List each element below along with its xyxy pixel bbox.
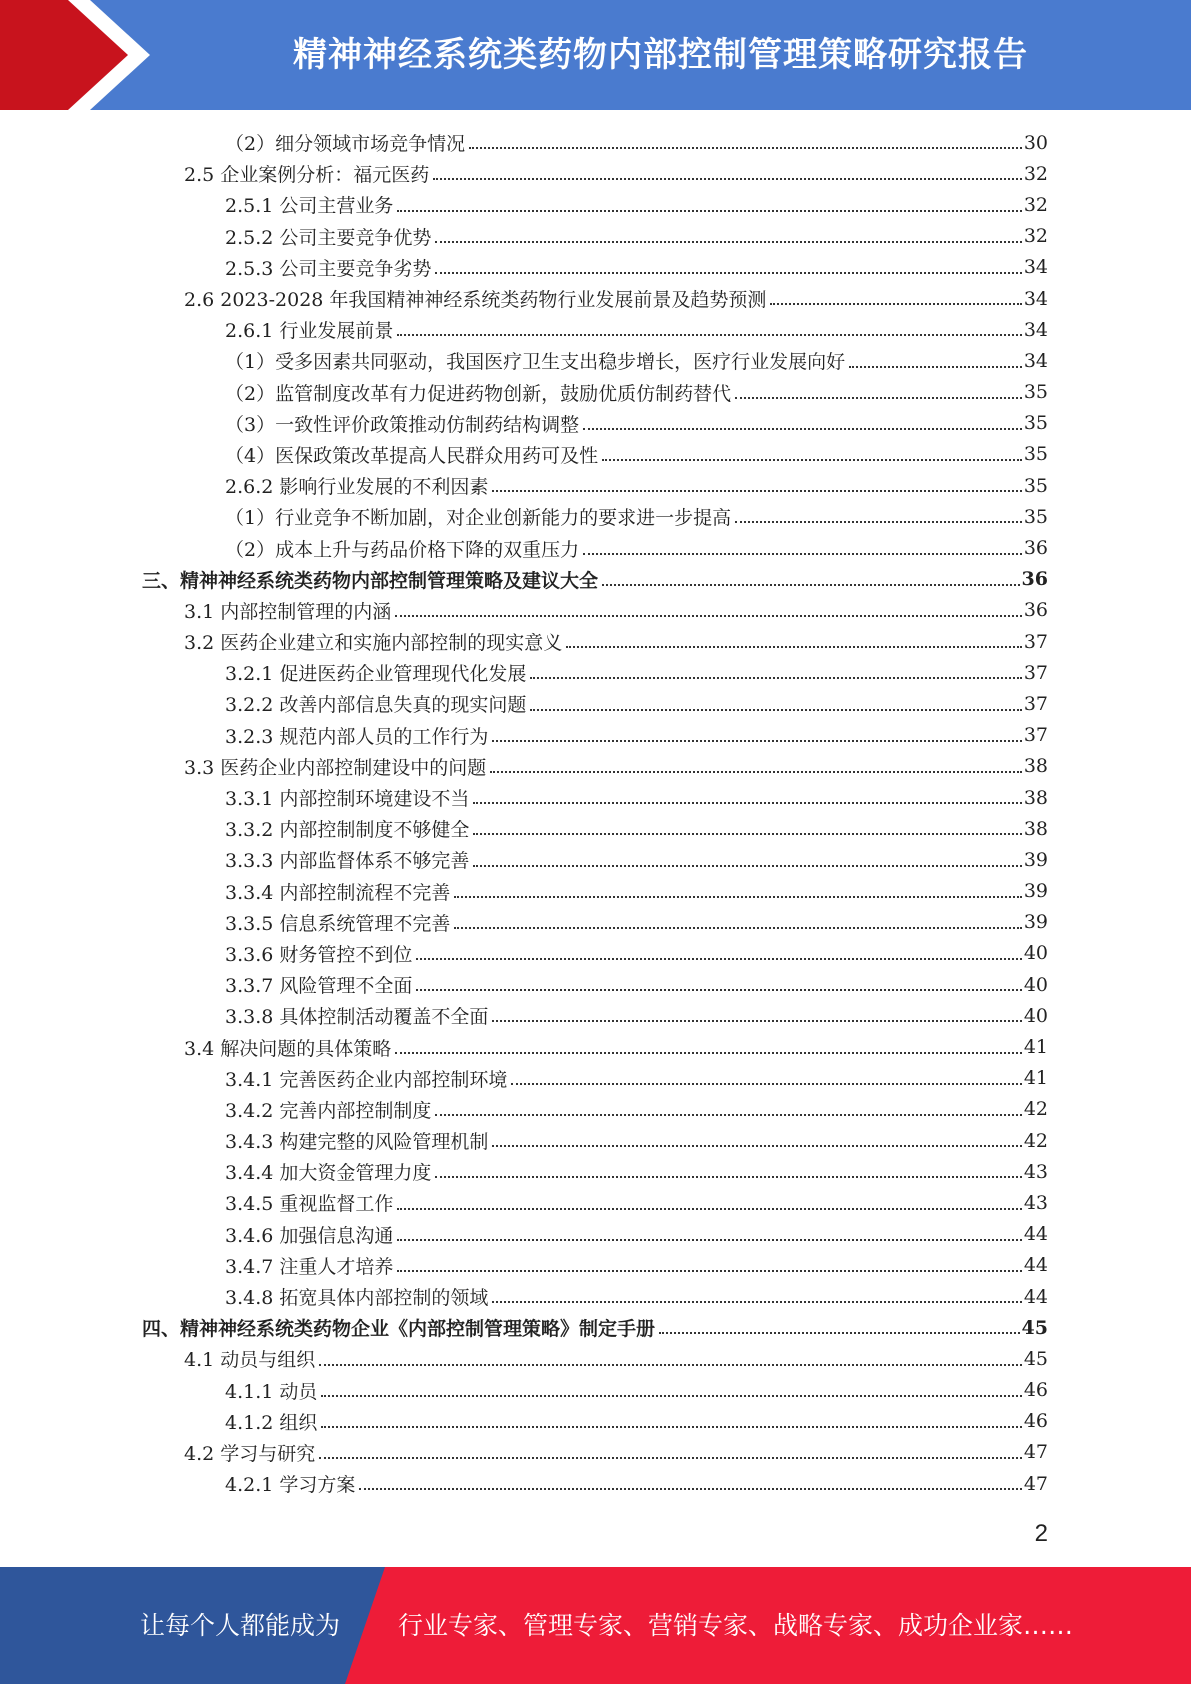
toc-dot-leader [659, 1331, 1020, 1334]
toc-dot-leader [473, 832, 1021, 835]
toc-entry-label: 3.4.2 完善内部控制制度 [225, 1099, 432, 1122]
toc-entry[interactable] [0, 377, 1191, 408]
toc-entry-page: 36 [1023, 599, 1048, 622]
toc-entry-label: 3.2 医药企业建立和实施内部控制的现实意义 [184, 632, 563, 655]
toc-entry-page: 38 [1023, 786, 1048, 809]
toc-entry-label: （3）一致性评价政策推动仿制药结构调整 [225, 413, 580, 436]
toc-entry-page: 35 [1023, 412, 1048, 435]
toc-entry[interactable] [0, 345, 1191, 376]
toc-entry-page: 38 [1023, 755, 1048, 778]
toc-entry-label: 2.5.3 公司主要竞争劣势 [225, 257, 432, 280]
toc-dot-leader [397, 1238, 1021, 1241]
toc-entry-page: 34 [1023, 318, 1048, 341]
toc-entry-page: 42 [1023, 1129, 1048, 1152]
toc-entry[interactable] [0, 969, 1191, 1000]
toc-entry-label: （1）行业竞争不断加剧，对企业创新能力的要求进一步提高 [225, 507, 732, 530]
toc-entry-label: 3.3.2 内部控制制度不够健全 [225, 819, 470, 842]
toc-entry-label: （2）成本上升与药品价格下降的双重压力 [225, 538, 580, 561]
toc-entry[interactable] [0, 1312, 1191, 1343]
toc-dot-leader [469, 146, 1022, 149]
toc-entry-label: 3.3.6 财务管控不到位 [225, 943, 413, 966]
toc-dot-leader [583, 427, 1022, 430]
toc-dot-leader [566, 645, 1022, 648]
toc-dot-leader [454, 895, 1021, 898]
toc-dot-leader [511, 1082, 1021, 1085]
toc-entry-page: 46 [1023, 1379, 1048, 1402]
toc-entry[interactable] [0, 1125, 1191, 1156]
toc-dot-leader [492, 1019, 1021, 1022]
toc-entry-page: 43 [1023, 1160, 1048, 1183]
toc-entry-page: 35 [1023, 443, 1048, 466]
toc-entry-label: （2）监管制度改革有力促进药物创新，鼓励优质仿制药替代 [225, 382, 732, 405]
toc-dot-leader [770, 302, 1021, 305]
toc-entry[interactable] [0, 844, 1191, 875]
toc-entry-label: 4.1.2 组织 [225, 1411, 318, 1434]
toc-entry-page: 38 [1023, 817, 1048, 840]
toc-dot-leader [583, 552, 1022, 555]
toc-entry-label: 3.4.6 加强信息沟通 [225, 1224, 394, 1247]
toc-entry-page: 30 [1023, 131, 1048, 154]
toc-entry-label: 4.2.1 学习方案 [225, 1474, 356, 1497]
toc-entry-label: 2.5.2 公司主要竞争优势 [225, 226, 432, 249]
toc-dot-leader [454, 926, 1021, 929]
toc-dot-leader [395, 614, 1022, 617]
toc-entry-label: 2.6.2 影响行业发展的不利因素 [225, 476, 489, 499]
toc-entry-page: 40 [1023, 973, 1048, 996]
toc-entry-page: 36 [1021, 568, 1048, 591]
toc-entry-label: （1）受多因素共同驱动，我国医疗卫生支出稳步增长，医疗行业发展向好 [225, 351, 846, 374]
toc-entry-page: 47 [1023, 1472, 1048, 1495]
toc-dot-leader [416, 957, 1021, 960]
toc-dot-leader [435, 1175, 1021, 1178]
toc-entry-label: 3.4.8 拓宽具体内部控制的领域 [225, 1287, 489, 1310]
toc-dot-leader [397, 1269, 1021, 1272]
toc-entry-page: 36 [1023, 537, 1048, 560]
toc-dot-leader [602, 458, 1022, 461]
toc-entry-page: 37 [1023, 630, 1048, 653]
toc-entry-page: 44 [1023, 1285, 1048, 1308]
toc-entry[interactable] [0, 1406, 1191, 1437]
toc-entry[interactable] [0, 813, 1191, 844]
toc-dot-leader [435, 271, 1021, 274]
toc-entry-page: 43 [1023, 1191, 1048, 1214]
toc-dot-leader [492, 1300, 1021, 1303]
toc-entry-page: 41 [1023, 1036, 1048, 1059]
toc-entry[interactable] [0, 252, 1191, 283]
toc-entry[interactable] [0, 1281, 1191, 1312]
toc-entry-page: 47 [1023, 1441, 1048, 1464]
report-title: 精神神经系统类药物内部控制管理策略研究报告 [293, 35, 1028, 75]
toc-dot-leader [530, 708, 1021, 711]
toc-entry[interactable] [0, 595, 1191, 626]
toc-entry[interactable] [0, 1187, 1191, 1218]
toc-entry-label: 3.3.5 信息系统管理不完善 [225, 912, 451, 935]
toc-dot-leader [602, 583, 1020, 586]
toc-entry-page: 34 [1023, 256, 1048, 279]
toc-entry-page: 34 [1023, 349, 1048, 372]
toc-dot-leader [397, 333, 1021, 336]
toc-entry-page: 37 [1023, 661, 1048, 684]
toc-dot-leader [433, 177, 1022, 180]
toc-entry[interactable] [0, 1219, 1191, 1250]
toc-entry-label: （2）细分领域市场竞争情况 [225, 133, 466, 156]
toc-dot-leader [359, 1487, 1021, 1490]
toc-entry[interactable] [0, 470, 1191, 501]
toc-entry-page: 42 [1023, 1098, 1048, 1121]
toc-entry[interactable] [0, 1468, 1191, 1499]
toc-dot-leader [492, 739, 1021, 742]
toc-entry-label: 三、精神神经系统类药物内部控制管理策略及建议大全 [142, 569, 599, 592]
toc-entry[interactable] [0, 720, 1191, 751]
toc-dot-leader [321, 1394, 1021, 1397]
toc-entry[interactable] [0, 1156, 1191, 1187]
toc-entry-page: 37 [1023, 692, 1048, 715]
toc-entry-page: 44 [1023, 1254, 1048, 1277]
toc-entry[interactable] [0, 1063, 1191, 1094]
toc-entry-label: 2.6.1 行业发展前景 [225, 320, 394, 343]
toc-entry[interactable] [0, 938, 1191, 969]
toc-entry-page: 34 [1023, 287, 1048, 310]
toc-entry-label: 3.3.1 内部控制环境建设不当 [225, 788, 470, 811]
toc-entry[interactable] [0, 657, 1191, 688]
page-number: 2 [1034, 1520, 1048, 1547]
toc-entry-label: 4.2 学习与研究 [184, 1442, 316, 1465]
toc-entry-label: 4.1.1 动员 [225, 1380, 318, 1403]
toc-entry-label: 3.2.3 规范内部人员的工作行为 [225, 725, 489, 748]
toc-entry[interactable] [0, 501, 1191, 532]
toc-entry-label: 3.4.7 注重人才培养 [225, 1255, 394, 1278]
toc-entry[interactable] [0, 158, 1191, 189]
toc-dot-leader [319, 1456, 1022, 1459]
toc-entry-label: 3.4.3 构建完整的风险管理机制 [225, 1131, 489, 1154]
toc-entry[interactable] [0, 1000, 1191, 1031]
page-footer [0, 1567, 1191, 1684]
toc-entry-label: 3.4.1 完善医药企业内部控制环境 [225, 1068, 508, 1091]
toc-dot-leader [321, 1425, 1021, 1428]
toc-dot-leader [492, 489, 1021, 492]
toc-entry[interactable] [0, 1437, 1191, 1468]
toc-entry[interactable] [0, 1250, 1191, 1281]
toc-entry[interactable] [0, 907, 1191, 938]
toc-dot-leader [473, 864, 1021, 867]
toc-entry[interactable] [0, 1094, 1191, 1125]
toc-dot-leader [849, 365, 1022, 368]
toc-entry-page: 45 [1023, 1347, 1048, 1370]
toc-dot-leader [473, 801, 1021, 804]
toc-entry[interactable] [0, 1375, 1191, 1406]
toc-entry-label: 3.3.7 风险管理不全面 [225, 975, 413, 998]
toc-entry-label: 3.4.5 重视监督工作 [225, 1193, 394, 1216]
toc-entry[interactable] [0, 408, 1191, 439]
toc-entry[interactable] [0, 127, 1191, 158]
toc-entry-label: 3.1 内部控制管理的内涵 [184, 600, 392, 623]
toc-entry-label: 3.3 医药企业内部控制建设中的问题 [184, 756, 487, 779]
toc-entry[interactable] [0, 189, 1191, 220]
toc-dot-leader [735, 396, 1022, 399]
toc-entry[interactable] [0, 876, 1191, 907]
toc-entry-page: 32 [1023, 162, 1048, 185]
toc-entry-page: 40 [1023, 942, 1048, 965]
toc-entry[interactable] [0, 626, 1191, 657]
page-header [0, 0, 1191, 110]
table-of-contents [0, 127, 1191, 1499]
toc-entry-label: 3.3.8 具体控制活动覆盖不全面 [225, 1006, 489, 1029]
toc-entry[interactable] [0, 283, 1191, 314]
toc-entry-page: 35 [1023, 474, 1048, 497]
toc-entry-page: 46 [1023, 1410, 1048, 1433]
toc-dot-leader [435, 240, 1021, 243]
toc-dot-leader [397, 209, 1021, 212]
toc-entry-label: 2.5 企业案例分析：福元医药 [184, 164, 430, 187]
toc-dot-leader [416, 988, 1021, 991]
toc-entry[interactable] [0, 782, 1191, 813]
toc-entry-page: 37 [1023, 724, 1048, 747]
toc-entry[interactable] [0, 439, 1191, 470]
toc-entry-page: 44 [1023, 1223, 1048, 1246]
footer-slogan-right: 行业专家、管理专家、营销专家、战略专家、成功企业家…… [398, 1611, 1074, 1640]
toc-entry-page: 41 [1023, 1067, 1048, 1090]
toc-dot-leader [395, 1051, 1022, 1054]
toc-entry-page: 32 [1023, 193, 1048, 216]
toc-entry-label: 3.3.4 内部控制流程不完善 [225, 881, 451, 904]
toc-entry[interactable] [0, 314, 1191, 345]
toc-entry-page: 35 [1023, 381, 1048, 404]
toc-dot-leader [492, 1144, 1021, 1147]
toc-entry-page: 39 [1023, 880, 1048, 903]
toc-entry-label: 3.3.3 内部监督体系不够完善 [225, 850, 470, 873]
toc-entry-label: 3.4.4 加大资金管理力度 [225, 1162, 432, 1185]
toc-entry[interactable] [0, 221, 1191, 252]
toc-entry[interactable] [0, 688, 1191, 719]
toc-entry[interactable] [0, 751, 1191, 782]
toc-dot-leader [530, 676, 1021, 679]
toc-entry-page: 45 [1021, 1316, 1048, 1339]
toc-entry-label: 2.6 2023-2028 年我国精神神经系统类药物行业发展前景及趋势预测 [184, 289, 767, 312]
toc-entry-page: 39 [1023, 848, 1048, 871]
toc-entry-page: 32 [1023, 225, 1048, 248]
toc-entry-label: 4.1 动员与组织 [184, 1349, 316, 1372]
toc-entry[interactable] [0, 1031, 1191, 1062]
toc-entry[interactable] [0, 1343, 1191, 1374]
toc-entry-page: 35 [1023, 505, 1048, 528]
toc-entry-page: 39 [1023, 911, 1048, 934]
toc-dot-leader [319, 1363, 1022, 1366]
toc-dot-leader [490, 770, 1022, 773]
toc-entry-label: 3.4 解决问题的具体策略 [184, 1037, 392, 1060]
toc-dot-leader [397, 1207, 1021, 1210]
toc-entry[interactable] [0, 532, 1191, 563]
toc-entry-label: （4）医保政策改革提高人民群众用药可及性 [225, 444, 599, 467]
toc-entry[interactable] [0, 564, 1191, 595]
toc-entry-page: 40 [1023, 1004, 1048, 1027]
toc-entry-label: 2.5.1 公司主营业务 [225, 195, 394, 218]
footer-slogan-left: 让每个人都能成为 [140, 1611, 341, 1640]
toc-entry-label: 四、精神神经系统类药物企业《内部控制管理策略》制定手册 [142, 1318, 656, 1341]
toc-entry-label: 3.2.1 促进医药企业管理现代化发展 [225, 663, 527, 686]
toc-dot-leader [435, 1113, 1021, 1116]
toc-entry-label: 3.2.2 改善内部信息失真的现实问题 [225, 694, 527, 717]
toc-dot-leader [735, 520, 1022, 523]
